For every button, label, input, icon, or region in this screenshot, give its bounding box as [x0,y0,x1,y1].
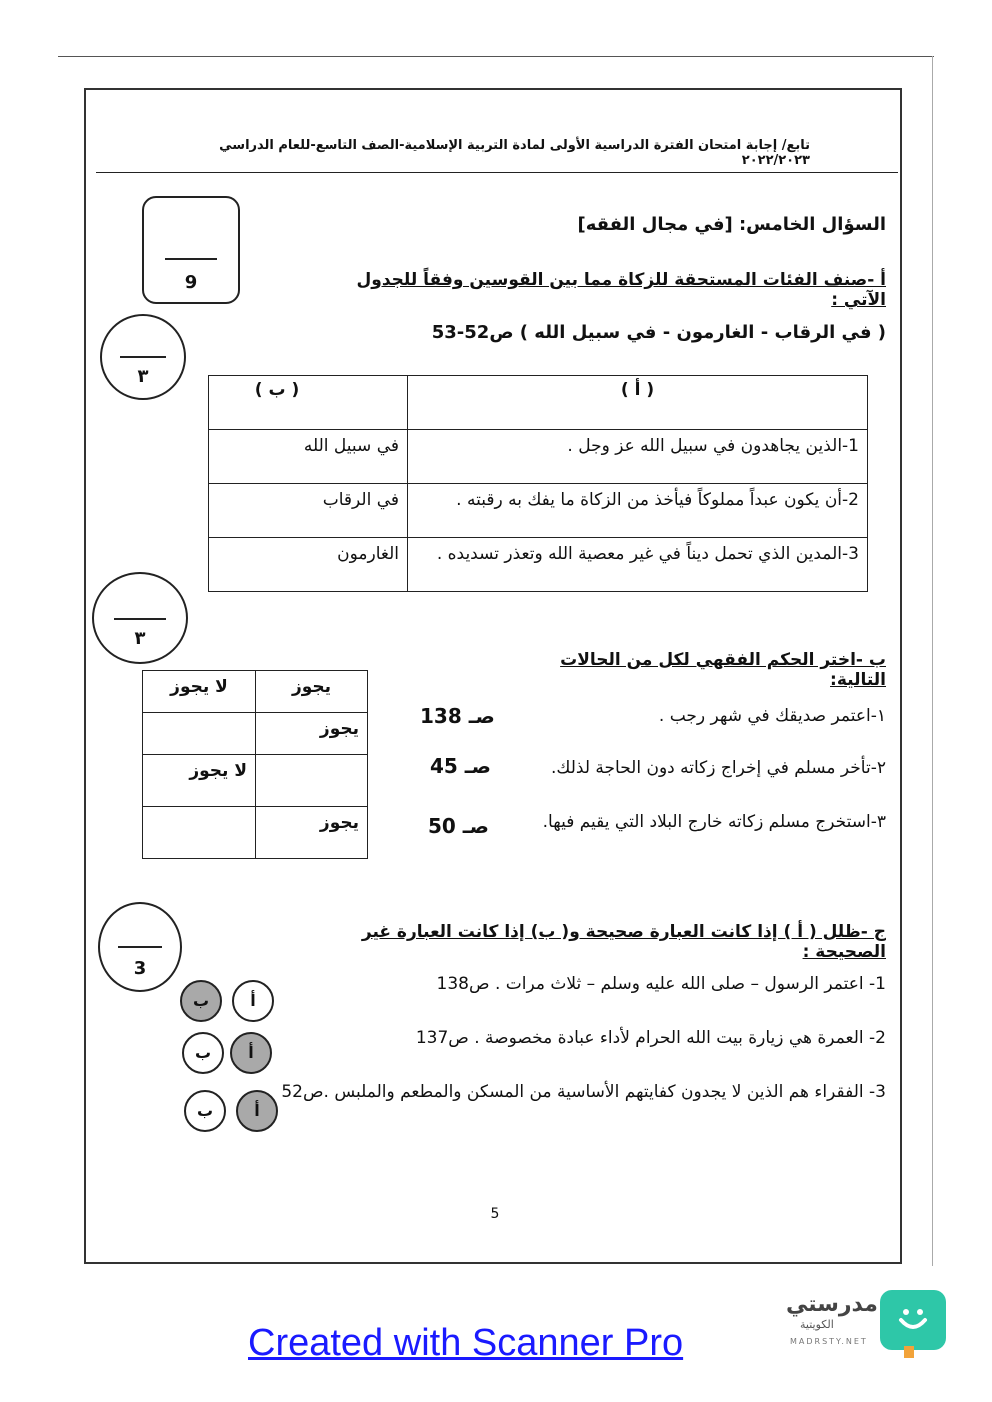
item-1-allowed: يجوز [319,719,359,739]
brand-logo-icon [880,1290,946,1350]
item-3-allowed: يجوز [319,813,359,833]
item-2-allowed [256,755,367,761]
table-row [143,713,368,755]
part-b-item-1: ١-اعتمر صديقك في شهر رجب . [658,706,886,726]
part-a-options: ( في الرقاب - الغارمون - في سبيل الله ) ص52-53 [431,322,886,343]
item-3-bubble-a[interactable]: أ [236,1090,278,1132]
table-row [143,755,368,807]
table-row [209,430,868,484]
table-header-row [143,671,368,713]
part-b-item-3: ٣-استخرج مسلم زكاته خارج البلاد التي يقيم فيها. [542,812,886,832]
header-divider [96,172,898,173]
col-b-header: ( ب ) [254,380,300,400]
part-c-instruction: ج -ظلل ( أ ) إذا كانت العبارة صحيحة و( ب) إذا كانت العبارة غير الصحيحة : [361,922,886,962]
col-a-header: ( أ ) [620,380,655,400]
item-3-bubble-b[interactable]: ب [184,1090,226,1132]
table-row [209,538,868,592]
total-score-box [142,196,240,304]
part-c-item-3: 3- الفقراء هم الذين لا يجدون كفايتهم الأساسية من المسكن والمطعم والملبس .ص52 [281,1082,886,1102]
part-a-instruction: أ -صنف الفئات المستحقة للزكاة مما بين القوسين وفقاً للجدول الآتي : [356,270,886,310]
question-title: السؤال الخامس: [في مجال الفقه] [577,214,886,235]
part-a-score-value: ٣ [137,366,149,387]
part-c-item-1: 1- اعتمر الرسول – صلى الله عليه وسلم – ثلاث مرات . ص138 [436,974,886,994]
item-3-not-allowed [143,807,255,813]
scanner-pro-link[interactable]: Created with Scanner Pro [248,1322,684,1364]
brand-name: مدرستي [786,1292,878,1317]
exam-header: تابع/ إجابة امتحان الفترة الدراسية الأولى لمادة التربية الإسلامية-الصف التاسع-للعام الدراسي ٢٠٢٢/٢٠٢٣ [219,138,810,168]
brand-subtitle: الكويتية [800,1318,834,1331]
part-b-item-1-page: 138 صـ [420,704,495,728]
item-2-bubble-b[interactable]: ب [182,1032,224,1074]
part-b-item-2-page: 45 صـ [430,754,491,778]
part-b-score-value: ٣ [134,628,146,649]
page-number: 5 [490,1206,500,1222]
part-c-item-2: 2- العمرة هي زيارة بيت الله الحرام لأداء عبادة مخصوصة . ص137 [415,1028,886,1048]
col-not-allowed-header: لا يجوز [170,677,228,697]
row-1-answer: في سبيل الله [303,436,399,456]
part-a-score-circle [100,314,186,400]
part-c-score-circle [98,902,182,992]
row-1-statement: 1-الذين يجاهدون في سبيل الله عز وجل . [567,436,859,456]
item-2-not-allowed: لا يجوز [189,761,247,781]
part-b-answer-table [142,670,368,859]
item-1-bubble-a[interactable]: أ [232,980,274,1022]
brand-latin: MADRSTY.NET [790,1337,868,1346]
table-row [143,807,368,859]
part-b-item-2: ٢-تأخر مسلم في إخراج زكاته دون الحاجة لذلك. [550,758,886,778]
row-3-statement: 3-المدين الذي تحمل ديناً في غير معصية الله وتعذر تسديده . [436,544,859,564]
part-c-score-value: 3 [133,958,147,979]
col-allowed-header: يجوز [291,677,332,697]
table-row [209,484,868,538]
part-a-table [208,375,868,592]
total-score-value: 9 [184,272,198,293]
page-top-rule [58,56,934,57]
page-right-rule [932,56,933,1266]
table-header-row [209,376,868,430]
item-2-bubble-a[interactable]: أ [230,1032,272,1074]
brand-logo-tag-icon [904,1346,914,1358]
item-1-not-allowed [143,713,255,719]
item-1-bubble-b[interactable]: ب [180,980,222,1022]
row-3-answer: الغارمون [337,544,399,564]
part-b-instruction: ب -اختر الحكم الفقهي لكل من الحالات التالية: [560,650,886,690]
part-b-item-3-page: 50 صـ [428,814,489,838]
row-2-answer: في الرقاب [322,490,399,510]
part-b-score-circle [92,572,188,664]
row-2-statement: 2-أن يكون عبداً مملوكاً فيأخذ من الزكاة ما يفك به رقبته . [456,490,859,510]
